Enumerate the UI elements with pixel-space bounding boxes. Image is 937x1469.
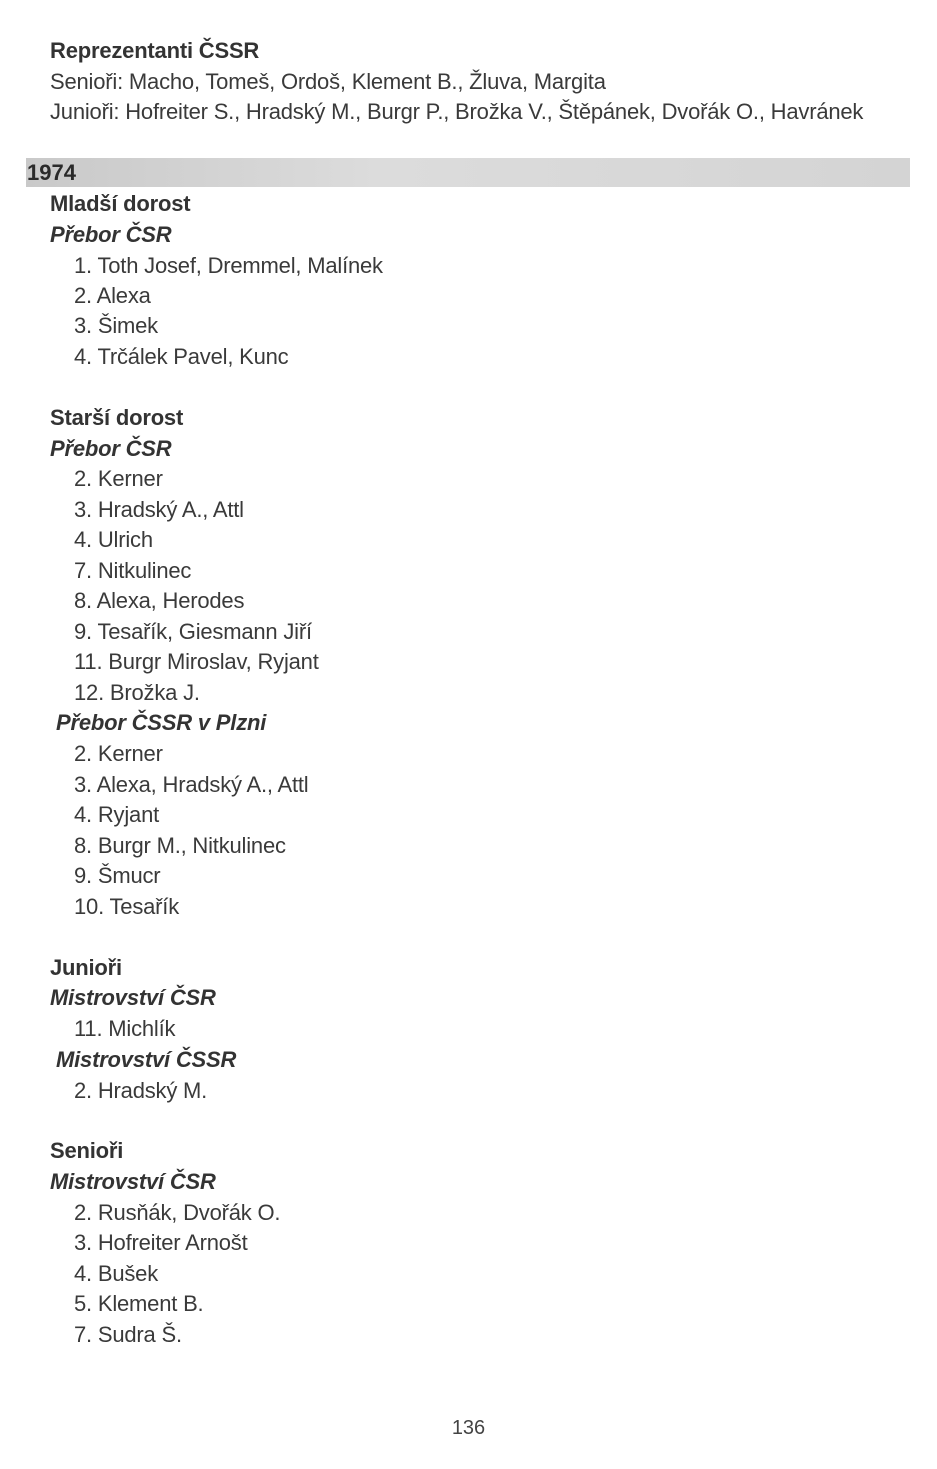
result-item: 1. Toth Josef, Dremmel, Malínek bbox=[74, 253, 383, 278]
mladsi-dorost-competition: Přebor ČSR bbox=[50, 222, 172, 247]
result-item: 2. Kerner bbox=[74, 466, 163, 491]
result-item: 7. Sudra Š. bbox=[74, 1322, 182, 1347]
result-item: 2. Alexa bbox=[74, 283, 151, 308]
result-item: 3. Alexa, Hradský A., Attl bbox=[74, 772, 309, 797]
result-item: 7. Nitkulinec bbox=[74, 558, 192, 583]
seniori-competition: Mistrovství ČSR bbox=[50, 1169, 216, 1194]
year-label: 1974 bbox=[27, 160, 76, 185]
mladsi-dorost-heading: Mladší dorost bbox=[50, 191, 191, 216]
starsi-dorost-competition-2: Přebor ČSSR v Plzni bbox=[56, 710, 267, 735]
result-item: 4. Bušek bbox=[74, 1261, 159, 1286]
result-item: 8. Burgr M., Nitkulinec bbox=[74, 833, 286, 858]
representanti-juniori: Junioři: Hofreiter S., Hradský M., Burgr P., Brožka V., Štěpánek, Dvořák O., Havránek bbox=[50, 99, 864, 124]
result-item: 4. Ulrich bbox=[74, 527, 153, 552]
result-item: 9. Šmucr bbox=[74, 863, 161, 888]
result-item: 10. Tesařík bbox=[74, 894, 180, 919]
page-number: 136 bbox=[451, 1417, 486, 1439]
juniori-competition-1: Mistrovství ČSR bbox=[50, 985, 216, 1010]
result-item: 4. Ryjant bbox=[74, 802, 160, 827]
representanti-seniori: Senioři: Macho, Tomeš, Ordoš, Klement B., Žluva, Margita bbox=[50, 69, 606, 94]
starsi-dorost-competition-1: Přebor ČSR bbox=[50, 436, 172, 461]
result-item: 9. Tesařík, Giesmann Jiří bbox=[74, 619, 312, 644]
result-item: 2. Hradský M. bbox=[74, 1078, 208, 1103]
result-item: 8. Alexa, Herodes bbox=[74, 588, 245, 613]
result-item: 11. Michlík bbox=[74, 1016, 176, 1041]
result-item: 3. Šimek bbox=[74, 313, 158, 338]
result-item: 3. Hofreiter Arnošt bbox=[74, 1230, 248, 1255]
result-item: 4. Trčálek Pavel, Kunc bbox=[74, 344, 289, 369]
representanti-heading: Reprezentanti ČSSR bbox=[50, 38, 260, 63]
result-item: 2. Rusňák, Dvořák O. bbox=[74, 1200, 281, 1225]
result-item: 12. Brožka J. bbox=[74, 680, 200, 705]
result-item: 5. Klement B. bbox=[74, 1291, 204, 1316]
result-item: 2. Kerner bbox=[74, 741, 163, 766]
juniori-competition-2: Mistrovství ČSSR bbox=[56, 1047, 237, 1072]
juniori-heading: Junioři bbox=[50, 955, 122, 980]
year-bar bbox=[26, 158, 910, 187]
result-item: 3. Hradský A., Attl bbox=[74, 497, 244, 522]
seniori-heading: Senioři bbox=[50, 1138, 124, 1163]
starsi-dorost-heading: Starší dorost bbox=[50, 405, 184, 430]
result-item: 11. Burgr Miroslav, Ryjant bbox=[74, 649, 319, 674]
